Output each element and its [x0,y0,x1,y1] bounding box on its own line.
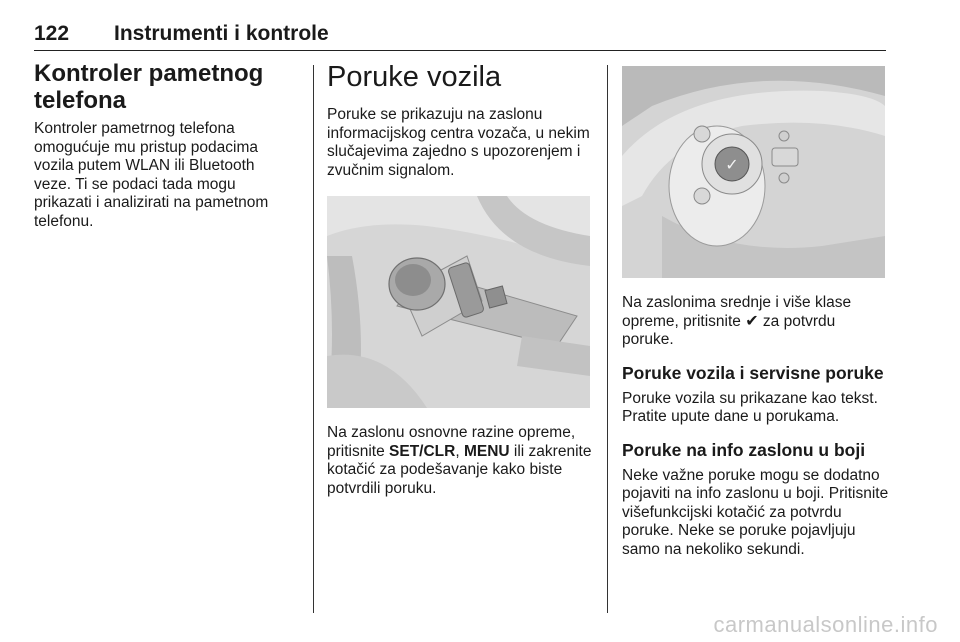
paragraph-intro: Poruke se prikazuju na zaslonu informacijskog centra vozača, u nekim slučajevima zajedno s upozorenjem i zvučnim signalom. [327,106,590,179]
page-header [34,22,886,51]
paragraph-color-info-display: Neke važne poruke mogu se dodatno pojaviti na info zaslonu u boji. Pritisnite višefunkcijski kotačić za potvrdu poruke. Neke se poruke pojavljuju samo na nekoliko sekundi. [622,466,889,558]
paragraph-vehicle-service-messages: Poruke vozila su prikazane kao tekst. Pratite upute dane u porukama. [622,389,878,425]
button-label-set-clr: SET/CLR [389,442,456,460]
paragraph-smartphone-controller: Kontroler pametrnog telefona omogućuje mu pristup podacima vozila putem WLAN ili Bluetooth veze. Ti se podaci tada mogu prikazati i analizirati na pametnom telefonu. [34,120,269,230]
caption-mid-high-level: Na zaslonima srednje i više klase opreme, pritisnite ✔ za potvrdu poruke. [622,294,852,348]
illustration-steering-wheel-controls [622,66,885,278]
watermark: carmanualsonline.info [713,612,938,637]
section-title: Instrumenti i kontrole [114,22,329,45]
heading-color-info-display: Poruke na info zaslonu u boji [622,439,866,460]
column-left [34,60,294,231]
check-icon: ✔ [745,312,759,330]
heading-vehicle-messages: Poruke vozila [327,61,502,93]
illustration-stalk-control [327,196,590,408]
page-number: 122 [34,22,70,45]
column-right [622,60,890,559]
button-label-menu: MENU [463,442,510,460]
column-divider [607,65,608,613]
column-divider [313,65,314,613]
heading-vehicle-service-messages: Poruke vozila i servisne poruke [622,362,884,383]
column-middle [327,60,592,498]
svg-text:✓: ✓ [725,155,739,174]
caption-basic-level: Na zaslonu osnovne razine opreme, pritisnite SET/CLR, MENU ili zakrenite kotačić za podešavanje kako biste potvrdili poruku. [327,424,592,497]
heading-smartphone-controller: Kontroler pametnog telefona [34,60,264,114]
